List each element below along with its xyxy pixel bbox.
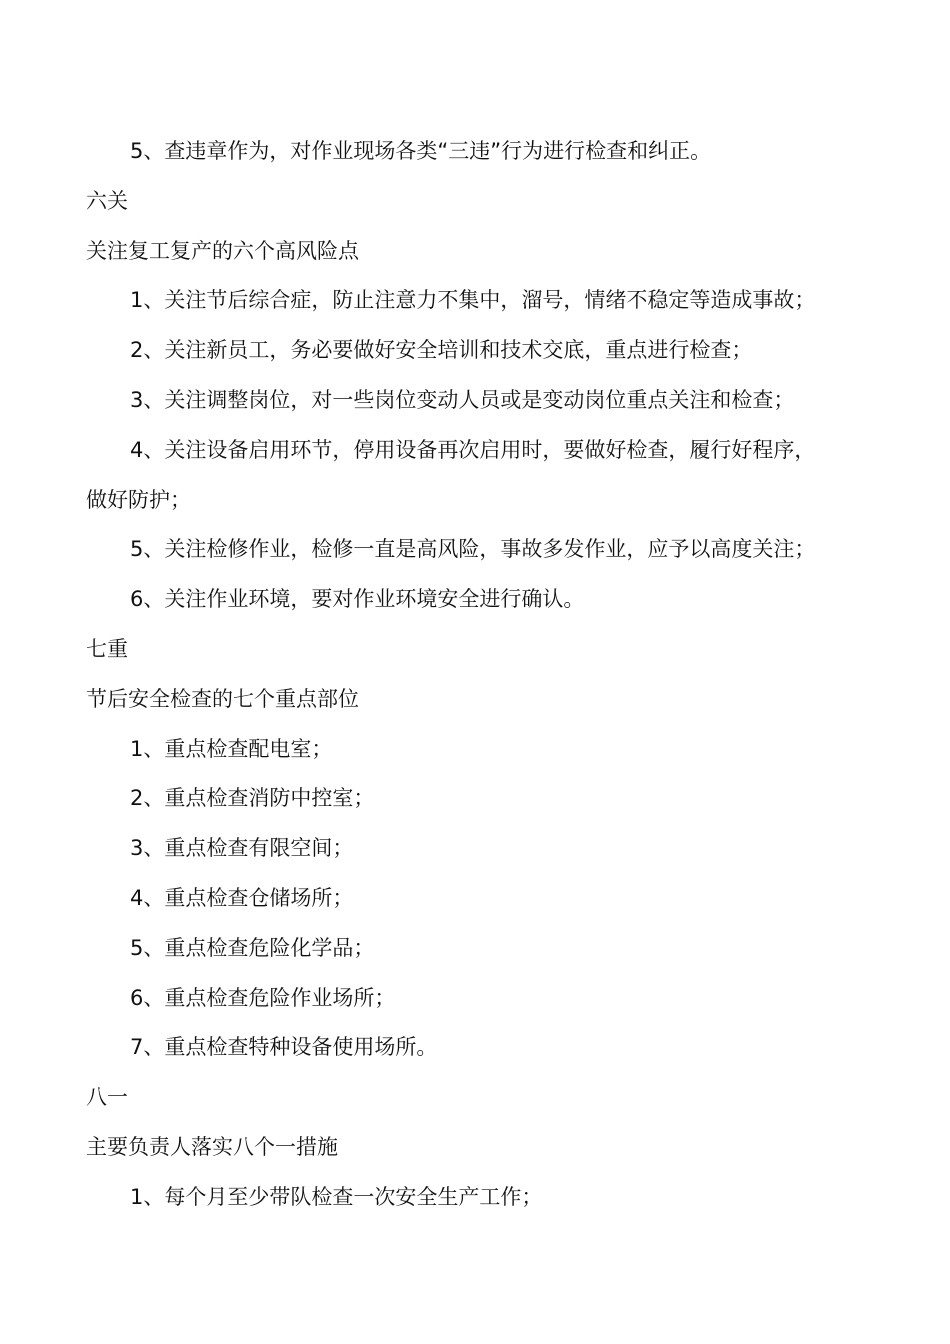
list-item: 1、关注节后综合症，防止注意力不集中，溜号，情绪不稳定等造成事故； <box>130 288 816 313</box>
list-item: 7、重点检查特种设备使用场所。 <box>130 1035 438 1060</box>
list-item-continuation: 做好防护； <box>86 487 191 512</box>
list-item: 5、关注检修作业，检修一直是高风险，事故多发作业，应予以高度关注； <box>130 537 816 562</box>
list-item: 3、重点检查有限空间； <box>130 836 354 861</box>
section-subtitle-six: 关注复工复产的六个高风险点 <box>86 238 359 263</box>
list-item: 2、关注新员工，务必要做好安全培训和技术交底，重点进行检查； <box>130 338 753 363</box>
list-item: 4、关注设备启用环节，停用设备再次启用时，要做好检查，履行好程序， <box>130 437 816 462</box>
list-item: 2、重点检查消防中控室； <box>130 786 375 811</box>
list-item: 5、重点检查危险化学品； <box>130 935 375 960</box>
list-item: 1、重点检查配电室； <box>130 736 333 761</box>
section-heading-eight: 八一 <box>86 1085 128 1110</box>
list-item: 6、关注作业环境，要对作业环境安全进行确认。 <box>130 587 585 612</box>
section-heading-seven: 七重 <box>86 636 128 661</box>
paragraph-check-violations: 5、查违章作为，对作业现场各类“三违”行为进行检查和纠正。 <box>130 139 712 163</box>
section-subtitle-seven: 节后安全检查的七个重点部位 <box>86 686 359 711</box>
section-subtitle-eight: 主要负责人落实八个一措施 <box>86 1134 338 1159</box>
list-item: 3、关注调整岗位，对一些岗位变动人员或是变动岗位重点关注和检查； <box>130 387 795 412</box>
list-item: 4、重点检查仓储场所； <box>130 885 354 910</box>
section-heading-six: 六关 <box>86 188 128 213</box>
list-item: 6、重点检查危险作业场所； <box>130 985 396 1010</box>
list-item: 1、每个月至少带队检查一次安全生产工作； <box>130 1184 543 1209</box>
